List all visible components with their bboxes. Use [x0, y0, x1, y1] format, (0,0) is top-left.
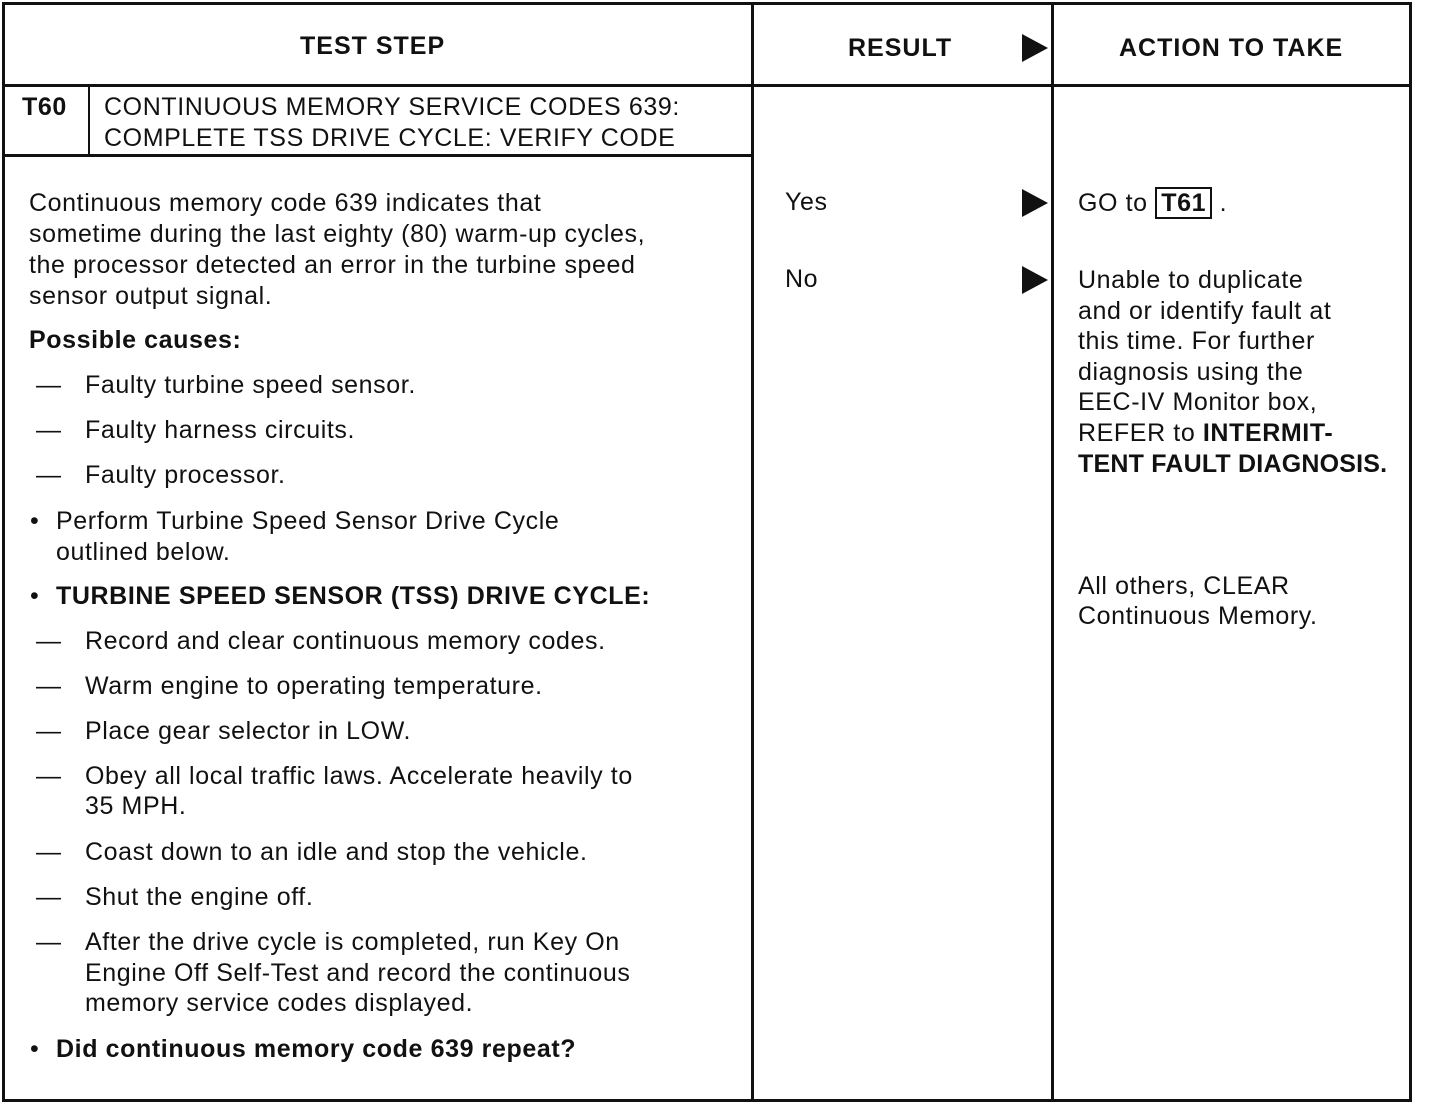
step-title-line-2: COMPLETE TSS DRIVE CYCLE: VERIFY CODE: [104, 124, 676, 152]
step-dash: —: [36, 883, 61, 911]
action-yes-target: T61: [1155, 187, 1212, 219]
drive-step-7-line-2: Engine Off Self-Test and record the continuous: [85, 959, 631, 987]
action-no-line-3: this time. For further: [1078, 327, 1315, 355]
drive-step-5: Coast down to an idle and stop the vehicle.: [85, 838, 588, 866]
action-yes-suffix: .: [1219, 189, 1228, 217]
header-rule: [2, 84, 1412, 87]
action-no-bold-2: TENT FAULT DIAGNOSIS.: [1078, 450, 1388, 478]
cause-item: Faulty turbine speed sensor.: [85, 371, 416, 399]
action-no-line-6: [1078, 418, 1333, 449]
step-dash: —: [36, 717, 61, 745]
header-result: RESULT: [848, 34, 953, 62]
action-others-line-1: All others, CLEAR: [1078, 572, 1290, 600]
step-dash: —: [36, 928, 61, 956]
header-test-step: TEST STEP: [300, 32, 446, 60]
action-yes: [1078, 188, 1227, 219]
intro-line-3: the processor detected an error in the turbine speed: [29, 251, 636, 279]
result-yes: Yes: [785, 188, 828, 216]
step-id: T60: [22, 93, 67, 121]
action-others-line-2: Continuous Memory.: [1078, 602, 1318, 630]
step-title-line-1: CONTINUOUS MEMORY SERVICE CODES 639:: [104, 93, 680, 121]
step-dash: —: [36, 672, 61, 700]
action-no-line-5: EEC-IV Monitor box,: [1078, 388, 1318, 416]
header-action: ACTION TO TAKE: [1119, 34, 1344, 62]
drive-step-4-line-1: Obey all local traffic laws. Accelerate heavily to: [85, 762, 633, 790]
question: Did continuous memory code 639 repeat?: [56, 1035, 577, 1063]
drive-step-7-line-1: After the drive cycle is completed, run Key On: [85, 928, 620, 956]
bullet-drive-cycle: •: [30, 582, 39, 610]
action-no-line-2: and or identify fault at: [1078, 297, 1332, 325]
drive-step-4-line-2: 35 MPH.: [85, 792, 187, 820]
causes-heading: Possible causes:: [29, 326, 242, 354]
header-arrow-icon: [1022, 34, 1048, 62]
bullet-perform: •: [30, 507, 39, 535]
action-no-line-4: diagnosis using the: [1078, 358, 1304, 386]
step-title-rule: [2, 154, 753, 157]
action-no-refer: REFER to: [1078, 419, 1196, 447]
cause-dash: —: [36, 461, 61, 489]
drive-step-6: Shut the engine off.: [85, 883, 314, 911]
result-no-arrow-icon: [1022, 266, 1048, 294]
bullet-question: •: [30, 1035, 39, 1063]
result-no: No: [785, 265, 819, 293]
step-dash: —: [36, 838, 61, 866]
step-id-divider: [88, 86, 90, 156]
intro-line-1: Continuous memory code 639 indicates that: [29, 189, 542, 217]
action-yes-prefix: GO to: [1078, 189, 1148, 217]
drive-step-3: Place gear selector in LOW.: [85, 717, 412, 745]
intro-line-4: sensor output signal.: [29, 282, 273, 310]
drive-step-7-line-3: memory service codes displayed.: [85, 989, 474, 1017]
column-divider-action: [1051, 2, 1054, 1102]
intro-line-2: sometime during the last eighty (80) warm-up cycles,: [29, 220, 646, 248]
drive-step-1: Record and clear continuous memory codes.: [85, 627, 606, 655]
perform-line-1: Perform Turbine Speed Sensor Drive Cycle: [56, 507, 560, 535]
result-yes-arrow-icon: [1022, 189, 1048, 217]
column-divider-result: [751, 2, 754, 1102]
step-dash: —: [36, 762, 61, 790]
perform-line-2: outlined below.: [56, 538, 231, 566]
drive-cycle-heading: TURBINE SPEED SENSOR (TSS) DRIVE CYCLE:: [56, 582, 651, 610]
cause-dash: —: [36, 416, 61, 444]
drive-step-2: Warm engine to operating temperature.: [85, 672, 543, 700]
action-no-line-1: Unable to duplicate: [1078, 266, 1304, 294]
cause-dash: —: [36, 371, 61, 399]
action-no-bold-1: INTERMIT-: [1202, 419, 1334, 447]
cause-item: Faulty harness circuits.: [85, 416, 356, 444]
cause-item: Faulty processor.: [85, 461, 286, 489]
step-dash: —: [36, 627, 61, 655]
